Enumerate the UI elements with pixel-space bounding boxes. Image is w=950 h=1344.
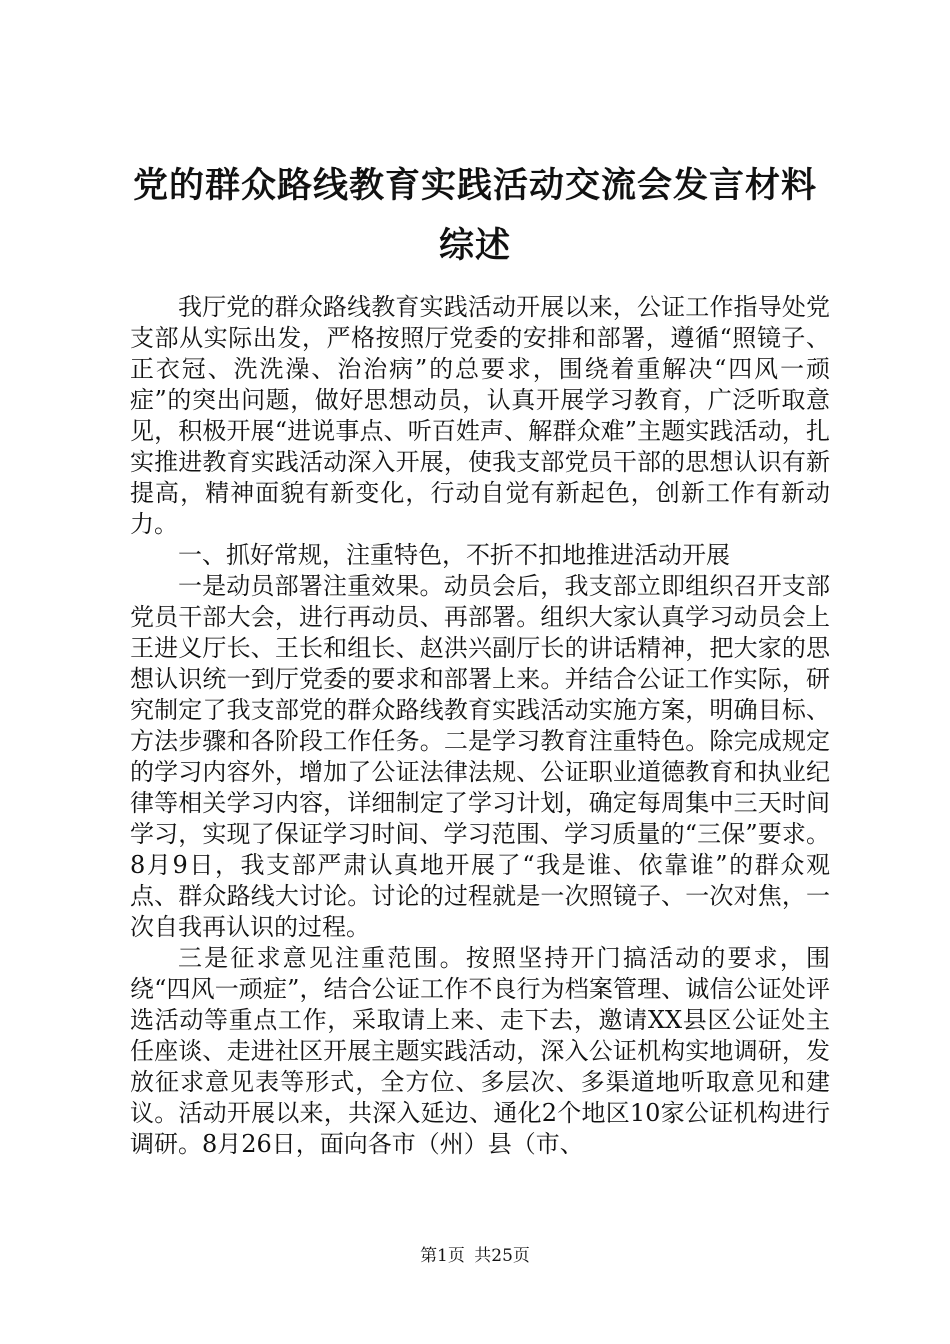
paragraph-soliciting-opinions: 三是征求意见注重范围。按照坚持开门搞活动的要求，围绕“四风一顽症”，结合公证工作不良行为档案管理、诚信公证处评选活动等重点工作，采取请上来、走下去，邀请XX县区公证处主任座谈、走进社区开展主题实践活动，深入公证机构实地调研，发放征求意见表等形式，全方位、多层次、多渠道地听取意见和建议。活动开展以来，共深入延边、通化2个地区10家公证机构进行调研。8月26日，面向各市（州）县（市、 xyxy=(130,944,830,1158)
paragraph-mobilization-and-study: 一是动员部署注重效果。动员会后，我支部立即组织召开支部党员干部大会，进行再动员、再部署。组织大家认真学习动员会上王进义厅长、王长和组长、赵洪兴副厅长的讲话精神，把大家的思想认识统一到厅党委的要求和部署上来。并结合公证工作实际，研究制定了我支部党的群众路线教育实践活动实施方案，明确目标、方法步骤和各阶段工作任务。二是学习教育注重特色。除完成规定的学习内容外，增加了公证法律法规、公证职业道德教育和执业纪律等相关学习内容，详细制定了学习计划，确定每周集中三天时间学习，实现了保证学习时间、学习范围、学习质量的“三保”要求。8月9日，我支部严肃认真地开展了“我是谁、依靠谁”的群众观点、群众路线大讨论。讨论的过程就是一次照镜子、一次对焦，一次自我再认识的过程。 xyxy=(130,572,830,941)
paragraph-intro: 我厅党的群众路线教育实践活动开展以来，公证工作指导处党支部从实际出发，严格按照厅党委的安排和部署，遵循“照镜子、正衣冠、洗洗澡、治治病”的总要求，围绕着重解决“四风一顽症”的突出问题，做好思想动员，认真开展学习教育，广泛听取意见，积极开展“进说事点、听百姓声、解群众难”主题实践活动，扎实推进教育实践活动深入开展，使我支部党员干部的思想认识有新提高，精神面貌有新变化，行动自觉有新起色，创新工作有新动力。 xyxy=(130,293,830,538)
document-body xyxy=(130,292,830,1160)
document-title: 党的群众路线教育实践活动交流会发言材料综述 xyxy=(132,165,817,266)
page-number-total: 共25页 xyxy=(474,1246,530,1266)
page-number-current: 第1页 xyxy=(420,1246,465,1266)
page-footer xyxy=(0,1244,950,1268)
section-heading-1: 一、抓好常规，注重特色，不折不扣地推进活动开展 xyxy=(178,541,730,569)
